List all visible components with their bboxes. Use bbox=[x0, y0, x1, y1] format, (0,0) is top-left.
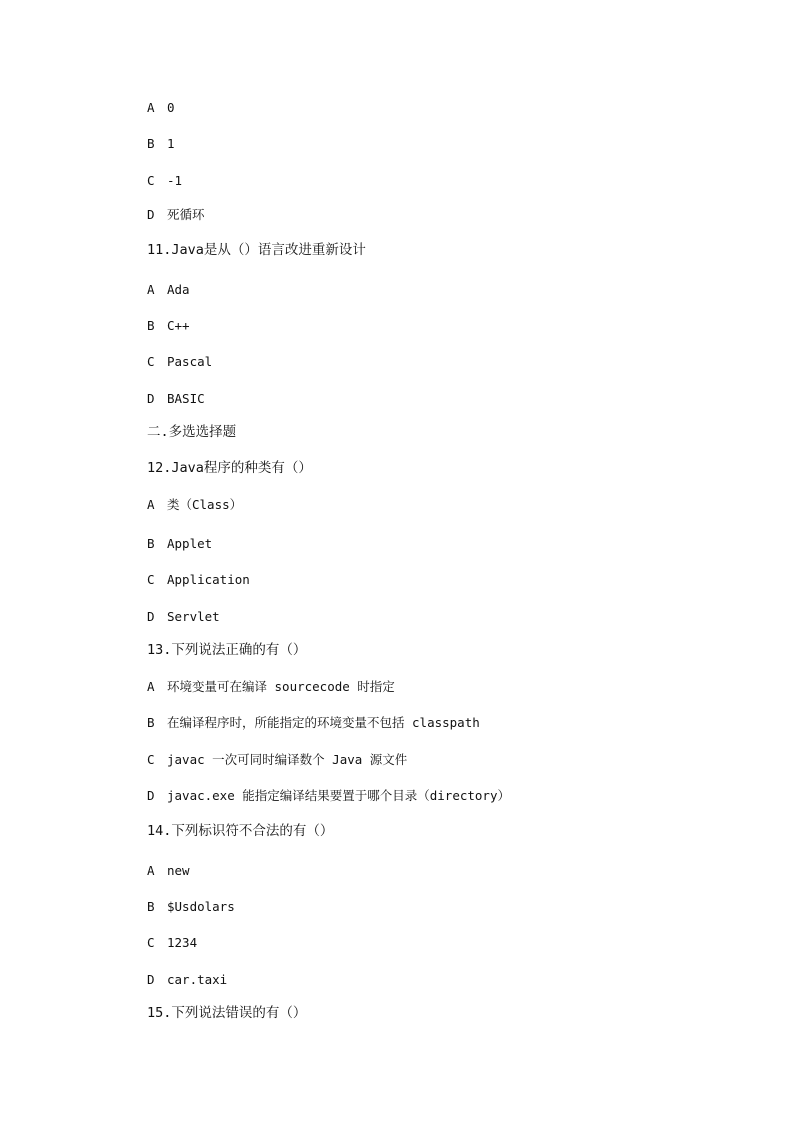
option-letter: A bbox=[147, 863, 155, 878]
option-text: 1 bbox=[167, 136, 175, 151]
option-a bbox=[147, 100, 175, 116]
option-text: 环境变量可在编译 sourcecode 时指定 bbox=[167, 679, 395, 694]
option-text: 死循环 bbox=[167, 207, 205, 222]
option-letter: D bbox=[147, 972, 155, 987]
option-letter: D bbox=[147, 788, 155, 803]
option-letter: B bbox=[147, 136, 155, 151]
option-text: -1 bbox=[167, 173, 183, 188]
option-text: 类（Class） bbox=[167, 497, 243, 512]
option-letter: A bbox=[147, 100, 155, 115]
option-c bbox=[147, 572, 250, 588]
question-12: 12.Java程序的种类有（） bbox=[147, 460, 312, 476]
option-letter: C bbox=[147, 935, 155, 950]
option-letter: B bbox=[147, 899, 155, 914]
option-text: javac 一次可同时编译数个 Java 源文件 bbox=[167, 752, 408, 767]
option-c bbox=[147, 354, 212, 370]
option-letter: A bbox=[147, 679, 155, 694]
option-a bbox=[147, 679, 395, 695]
option-letter: C bbox=[147, 354, 155, 369]
question-14: 14.下列标识符不合法的有（） bbox=[147, 823, 334, 839]
option-a bbox=[147, 497, 242, 513]
option-a bbox=[147, 863, 190, 879]
option-text: $Usdolars bbox=[167, 899, 235, 914]
option-c bbox=[147, 173, 182, 189]
option-text: car.taxi bbox=[167, 972, 228, 987]
option-letter: A bbox=[147, 497, 155, 512]
section-heading: 二.多选选择题 bbox=[147, 424, 237, 440]
option-text: 1234 bbox=[167, 935, 198, 950]
option-letter: C bbox=[147, 173, 155, 188]
option-letter: D bbox=[147, 207, 155, 222]
option-text: 在编译程序时，所能指定的环境变量不包括 classpath bbox=[167, 715, 480, 730]
option-letter: C bbox=[147, 572, 155, 587]
option-letter: D bbox=[147, 391, 155, 406]
option-d bbox=[147, 788, 510, 804]
option-letter: C bbox=[147, 752, 155, 767]
option-b bbox=[147, 136, 175, 152]
option-text: Pascal bbox=[167, 354, 213, 369]
option-text: Ada bbox=[167, 282, 190, 297]
option-c bbox=[147, 752, 407, 768]
question-13: 13.下列说法正确的有（） bbox=[147, 642, 307, 658]
option-b bbox=[147, 536, 212, 552]
option-d bbox=[147, 609, 220, 625]
option-c bbox=[147, 935, 197, 951]
option-letter: A bbox=[147, 282, 155, 297]
option-d bbox=[147, 972, 227, 988]
option-text: BASIC bbox=[167, 391, 205, 406]
option-a bbox=[147, 282, 190, 298]
option-b bbox=[147, 318, 190, 334]
question-15: 15.下列说法错误的有（） bbox=[147, 1005, 307, 1021]
option-letter: B bbox=[147, 715, 155, 730]
option-letter: B bbox=[147, 536, 155, 551]
option-text: javac.exe 能指定编译结果要置于哪个目录（directory） bbox=[167, 788, 510, 803]
option-text: new bbox=[167, 863, 190, 878]
option-text: Application bbox=[167, 572, 250, 587]
option-text: C++ bbox=[167, 318, 190, 333]
option-b bbox=[147, 899, 235, 915]
option-d bbox=[147, 391, 205, 407]
option-d bbox=[147, 207, 205, 223]
option-text: Applet bbox=[167, 536, 213, 551]
option-b bbox=[147, 715, 480, 731]
option-text: 0 bbox=[167, 100, 175, 115]
question-11: 11.Java是从（）语言改进重新设计 bbox=[147, 242, 366, 258]
option-text: Servlet bbox=[167, 609, 220, 624]
option-letter: D bbox=[147, 609, 155, 624]
option-letter: B bbox=[147, 318, 155, 333]
